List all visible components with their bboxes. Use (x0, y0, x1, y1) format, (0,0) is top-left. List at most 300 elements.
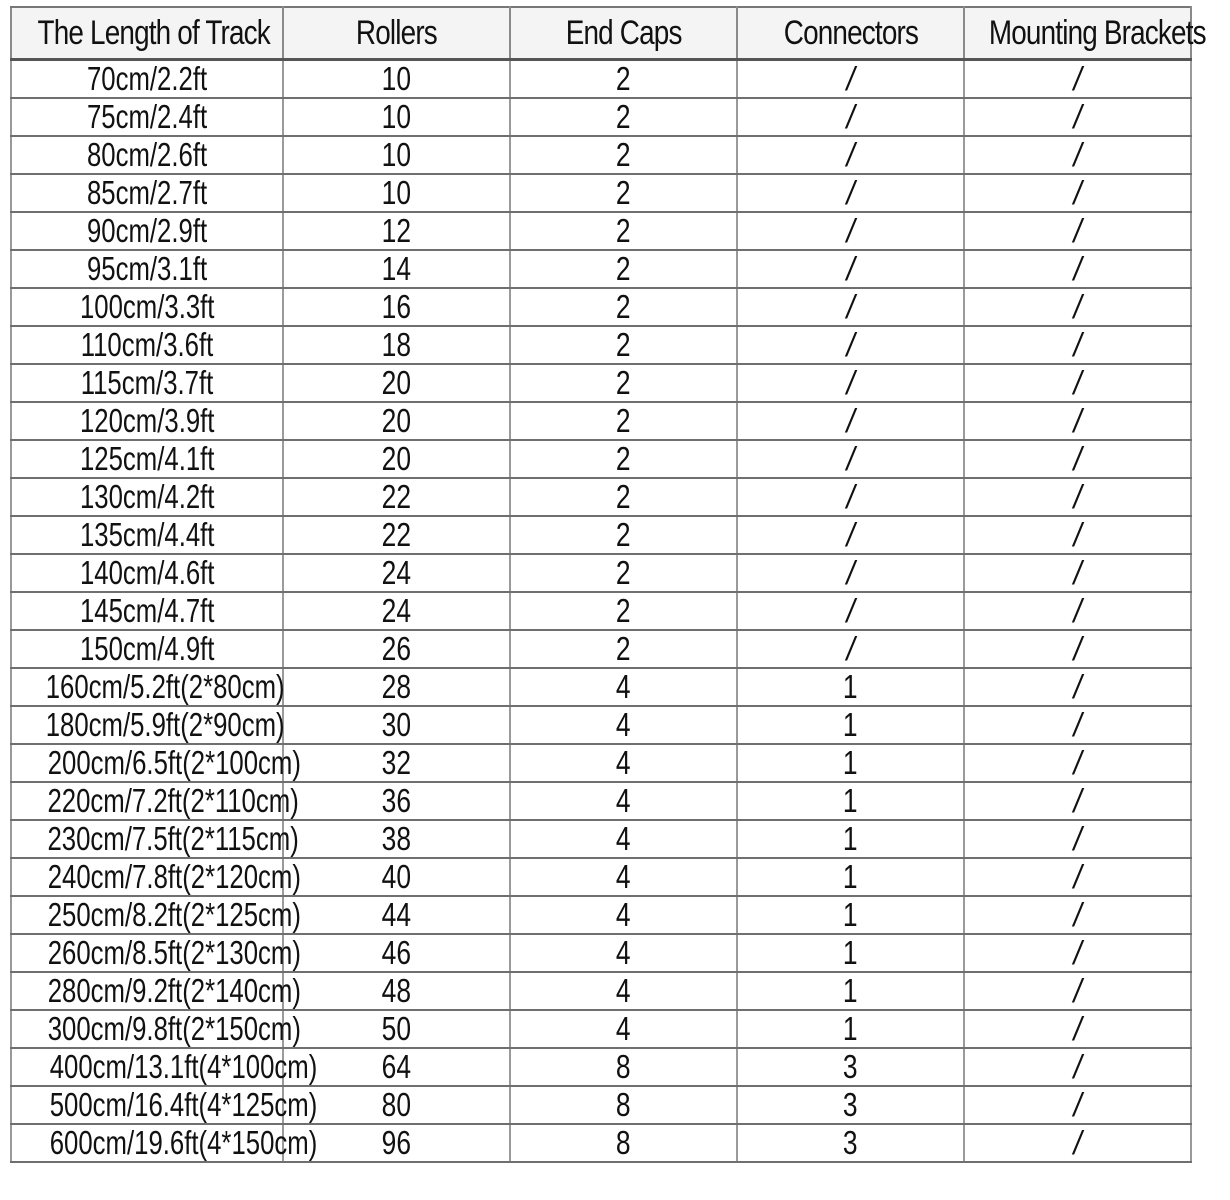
cell-mounting-brackets[interactable] (964, 782, 1191, 820)
cell-track-length-text: 400cm/13.1ft(4*100cm) (49, 1048, 318, 1085)
cell-rollers[interactable] (283, 706, 510, 744)
cell-end-caps[interactable] (510, 1124, 737, 1162)
table-row (11, 744, 1191, 782)
cell-connectors[interactable] (737, 516, 964, 554)
cell-rollers-text: 48 (381, 972, 412, 1009)
cell-end-caps-text: 4 (616, 820, 631, 857)
cell-connectors[interactable] (737, 440, 964, 478)
cell-end-caps[interactable] (510, 364, 737, 402)
cell-rollers-text: 14 (381, 250, 412, 287)
cell-mounting-brackets-text: / (1073, 630, 1082, 667)
cell-mounting-brackets-text: / (1073, 250, 1082, 287)
cell-connectors-text: 3 (843, 1124, 858, 1161)
cell-mounting-brackets-text: / (1073, 364, 1082, 401)
cell-mounting-brackets[interactable] (964, 820, 1191, 858)
cell-end-caps[interactable] (510, 1048, 737, 1086)
cell-track-length[interactable] (11, 516, 283, 554)
cell-mounting-brackets-text: / (1073, 820, 1082, 857)
cell-connectors[interactable] (737, 136, 964, 174)
cell-track-length-text: 140cm/4.6ft (79, 554, 215, 591)
cell-end-caps[interactable] (510, 592, 737, 630)
cell-end-caps[interactable] (510, 516, 737, 554)
cell-rollers-text: 20 (381, 402, 412, 439)
cell-end-caps-text: 2 (616, 212, 631, 249)
cell-rollers-text: 24 (381, 592, 412, 629)
cell-end-caps-text: 2 (616, 592, 631, 629)
table-row (11, 782, 1191, 820)
cell-end-caps[interactable] (510, 288, 737, 326)
cell-mounting-brackets[interactable] (964, 440, 1191, 478)
cell-rollers[interactable] (283, 820, 510, 858)
cell-rollers-text: 44 (381, 896, 412, 933)
table-row (11, 820, 1191, 858)
cell-rollers[interactable] (283, 668, 510, 706)
cell-mounting-brackets[interactable] (964, 630, 1191, 668)
cell-end-caps-text: 4 (616, 668, 631, 705)
cell-rollers[interactable] (283, 554, 510, 592)
cell-connectors[interactable] (737, 60, 964, 99)
cell-end-caps-text: 2 (616, 98, 631, 135)
cell-connectors-text: 3 (843, 1048, 858, 1085)
cell-connectors-text: 1 (843, 820, 858, 857)
cell-connectors[interactable] (737, 668, 964, 706)
cell-track-length-text: 90cm/2.9ft (86, 212, 208, 249)
table-row (11, 630, 1191, 668)
header-track-length[interactable]: The Length of Track (11, 7, 283, 60)
cell-connectors[interactable] (737, 934, 964, 972)
cell-rollers-text: 36 (381, 782, 412, 819)
cell-rollers-text: 50 (381, 1010, 412, 1047)
header-row (11, 7, 1191, 60)
cell-end-caps-text: 4 (616, 706, 631, 743)
cell-rollers[interactable] (283, 98, 510, 136)
cell-mounting-brackets[interactable] (964, 60, 1191, 99)
cell-track-length-text: 600cm/19.6ft(4*150cm) (49, 1124, 318, 1161)
cell-mounting-brackets[interactable] (964, 1086, 1191, 1124)
cell-end-caps[interactable] (510, 1086, 737, 1124)
cell-rollers[interactable] (283, 174, 510, 212)
cell-track-length[interactable] (11, 288, 283, 326)
cell-connectors-text: 1 (843, 706, 858, 743)
table-row (11, 668, 1191, 706)
cell-mounting-brackets-text: / (1073, 174, 1082, 211)
table-row (11, 858, 1191, 896)
cell-rollers[interactable] (283, 326, 510, 364)
cell-mounting-brackets[interactable] (964, 858, 1191, 896)
cell-track-length[interactable] (11, 1048, 318, 1086)
cell-connectors-text: 1 (843, 782, 858, 819)
cell-track-length-text: 115cm/3.7ft (80, 364, 214, 401)
cell-track-length[interactable] (11, 782, 299, 820)
cell-track-length[interactable] (11, 934, 301, 972)
cell-track-length[interactable] (11, 402, 283, 440)
cell-end-caps-text: 4 (616, 1010, 631, 1047)
cell-track-length[interactable] (11, 1124, 318, 1162)
table-row (11, 288, 1191, 326)
cell-track-length[interactable] (11, 858, 301, 896)
cell-rollers-text: 30 (381, 706, 412, 743)
cell-end-caps[interactable] (510, 212, 737, 250)
cell-end-caps-text: 4 (616, 858, 631, 895)
cell-connectors[interactable] (737, 630, 964, 668)
cell-track-length[interactable] (11, 592, 283, 630)
cell-connectors[interactable] (737, 858, 964, 896)
cell-end-caps-text: 2 (616, 554, 631, 591)
cell-connectors[interactable] (737, 820, 964, 858)
cell-rollers-text: 10 (381, 60, 412, 97)
cell-track-length[interactable] (11, 972, 301, 1010)
cell-rollers-text: 64 (381, 1048, 412, 1085)
cell-end-caps[interactable] (510, 174, 737, 212)
cell-track-length[interactable] (11, 136, 283, 174)
cell-rollers[interactable] (283, 782, 510, 820)
cell-track-length[interactable] (11, 744, 301, 782)
cell-track-length-text: 160cm/5.2ft(2*80cm) (45, 668, 285, 705)
header-mounting-brackets[interactable]: Mounting Brackets (964, 7, 1191, 60)
cell-connectors-text: / (846, 288, 855, 325)
cell-mounting-brackets-text: / (1073, 60, 1082, 97)
cell-track-length-text: 100cm/3.3ft (79, 288, 215, 325)
cell-mounting-brackets[interactable] (964, 972, 1191, 1010)
cell-end-caps[interactable] (510, 1010, 737, 1048)
cell-connectors-text: / (846, 554, 855, 591)
cell-rollers[interactable] (283, 744, 510, 782)
cell-track-length[interactable] (11, 364, 283, 402)
cell-rollers[interactable] (283, 440, 510, 478)
cell-rollers[interactable] (283, 136, 510, 174)
cell-mounting-brackets[interactable] (964, 706, 1191, 744)
table-row (11, 250, 1191, 288)
cell-end-caps-text: 4 (616, 934, 631, 971)
cell-track-length[interactable] (11, 1010, 301, 1048)
cell-rollers-text: 32 (381, 744, 412, 781)
cell-rollers[interactable] (283, 1010, 510, 1048)
table-body (11, 60, 1191, 1163)
cell-mounting-brackets-text: / (1073, 288, 1082, 325)
cell-mounting-brackets[interactable] (964, 478, 1191, 516)
cell-mounting-brackets[interactable] (964, 1010, 1191, 1048)
cell-connectors[interactable] (737, 782, 964, 820)
cell-mounting-brackets-text: / (1073, 782, 1082, 819)
cell-end-caps[interactable] (510, 934, 737, 972)
cell-mounting-brackets[interactable] (964, 288, 1191, 326)
cell-connectors[interactable] (737, 402, 964, 440)
cell-track-length-text: 200cm/6.5ft(2*100cm) (47, 744, 301, 781)
cell-end-caps-text: 8 (616, 1124, 631, 1161)
cell-mounting-brackets[interactable] (964, 592, 1191, 630)
cell-mounting-brackets-text: / (1073, 326, 1082, 363)
cell-rollers[interactable] (283, 250, 510, 288)
cell-track-length-text: 125cm/4.1ft (79, 440, 215, 477)
cell-connectors-text: / (846, 212, 855, 249)
cell-mounting-brackets[interactable] (964, 668, 1191, 706)
cell-end-caps-text: 2 (616, 516, 631, 553)
cell-mounting-brackets-text: / (1073, 136, 1082, 173)
cell-end-caps[interactable] (510, 820, 737, 858)
cell-connectors[interactable] (737, 98, 964, 136)
cell-end-caps-text: 2 (616, 326, 631, 363)
cell-rollers-text: 38 (381, 820, 412, 857)
cell-end-caps-text: 2 (616, 440, 631, 477)
cell-connectors[interactable] (737, 174, 964, 212)
cell-end-caps[interactable] (510, 478, 737, 516)
cell-mounting-brackets[interactable] (964, 896, 1191, 934)
cell-track-length[interactable] (11, 440, 283, 478)
cell-mounting-brackets[interactable] (964, 364, 1191, 402)
cell-mounting-brackets-text: / (1073, 706, 1082, 743)
cell-connectors-text: 1 (843, 1010, 858, 1047)
cell-track-length-text: 135cm/4.4ft (79, 516, 215, 553)
table-row (11, 1010, 1191, 1048)
cell-end-caps[interactable] (510, 782, 737, 820)
cell-rollers[interactable] (283, 630, 510, 668)
cell-rollers-text: 20 (381, 440, 412, 477)
cell-end-caps[interactable] (510, 440, 737, 478)
cell-end-caps[interactable] (510, 136, 737, 174)
cell-connectors[interactable] (737, 250, 964, 288)
cell-rollers-text: 40 (381, 858, 412, 895)
cell-mounting-brackets[interactable] (964, 516, 1191, 554)
cell-mounting-brackets[interactable] (964, 1048, 1191, 1086)
cell-mounting-brackets[interactable] (964, 934, 1191, 972)
cell-end-caps[interactable] (510, 896, 737, 934)
table-row (11, 592, 1191, 630)
table-row (11, 478, 1191, 516)
cell-rollers-text: 18 (381, 326, 412, 363)
cell-track-length[interactable] (11, 668, 283, 706)
cell-track-length[interactable] (11, 212, 283, 250)
cell-end-caps-text: 4 (616, 744, 631, 781)
cell-connectors[interactable] (737, 326, 964, 364)
cell-rollers[interactable] (283, 364, 510, 402)
cell-track-length-text: 70cm/2.2ft (86, 60, 208, 97)
cell-rollers-text: 22 (381, 516, 412, 553)
cell-connectors-text: / (846, 60, 855, 97)
cell-track-length[interactable] (11, 478, 283, 516)
cell-track-length[interactable] (11, 896, 301, 934)
cell-connectors-text: / (846, 402, 855, 439)
cell-connectors[interactable] (737, 744, 964, 782)
cell-rollers-text: 10 (381, 174, 412, 211)
cell-track-length-text: 250cm/8.2ft(2*125cm) (47, 896, 301, 933)
cell-connectors-text: / (846, 326, 855, 363)
cell-end-caps[interactable] (510, 402, 737, 440)
cell-connectors-text: / (846, 440, 855, 477)
cell-rollers[interactable] (283, 934, 510, 972)
cell-connectors[interactable] (737, 592, 964, 630)
cell-track-length[interactable] (11, 630, 283, 668)
cell-connectors-text: / (846, 250, 855, 287)
cell-connectors-text: / (846, 364, 855, 401)
cell-connectors[interactable] (737, 212, 964, 250)
header-connectors[interactable]: Connectors (737, 7, 964, 60)
cell-end-caps[interactable] (510, 668, 737, 706)
cell-connectors-text: 1 (843, 972, 858, 1009)
cell-rollers-text: 10 (381, 98, 412, 135)
cell-track-length[interactable] (11, 1086, 318, 1124)
table-row (11, 98, 1191, 136)
table-row (11, 440, 1191, 478)
cell-track-length-text: 85cm/2.7ft (86, 174, 208, 211)
cell-end-caps-text: 8 (616, 1048, 631, 1085)
cell-mounting-brackets-text: / (1073, 212, 1082, 249)
cell-rollers[interactable] (283, 858, 510, 896)
cell-rollers-text: 80 (381, 1086, 412, 1123)
cell-mounting-brackets-text: / (1073, 896, 1082, 933)
cell-mounting-brackets[interactable] (964, 744, 1191, 782)
header-rollers[interactable]: Rollers (283, 7, 510, 60)
cell-rollers[interactable] (283, 478, 510, 516)
cell-rollers-text: 12 (381, 212, 412, 249)
table-row (11, 60, 1191, 99)
cell-mounting-brackets[interactable] (964, 1124, 1191, 1162)
cell-connectors[interactable] (737, 554, 964, 592)
cell-rollers-text: 26 (381, 630, 412, 667)
cell-rollers[interactable] (283, 592, 510, 630)
cell-connectors[interactable] (737, 972, 964, 1010)
cell-rollers[interactable] (283, 60, 510, 99)
cell-end-caps[interactable] (510, 98, 737, 136)
cell-mounting-brackets[interactable] (964, 212, 1191, 250)
cell-connectors[interactable] (737, 478, 964, 516)
table-row (11, 326, 1191, 364)
cell-mounting-brackets[interactable] (964, 136, 1191, 174)
table-row (11, 554, 1191, 592)
table-row (11, 516, 1191, 554)
cell-end-caps[interactable] (510, 250, 737, 288)
cell-end-caps[interactable] (510, 706, 737, 744)
cell-track-length[interactable] (11, 174, 283, 212)
cell-connectors[interactable] (737, 896, 964, 934)
cell-mounting-brackets[interactable] (964, 402, 1191, 440)
cell-end-caps-text: 2 (616, 136, 631, 173)
cell-track-length[interactable] (11, 60, 283, 99)
cell-track-length[interactable] (11, 98, 283, 136)
cell-end-caps-text: 4 (616, 896, 631, 933)
cell-connectors-text: 1 (843, 934, 858, 971)
cell-track-length-text: 80cm/2.6ft (86, 136, 208, 173)
cell-track-length-text: 150cm/4.9ft (79, 630, 215, 667)
cell-mounting-brackets-text: / (1073, 668, 1082, 705)
cell-rollers-text: 46 (381, 934, 412, 971)
cell-rollers-text: 24 (381, 554, 412, 591)
cell-mounting-brackets-text: / (1073, 744, 1082, 781)
cell-track-length-text: 240cm/7.8ft(2*120cm) (47, 858, 301, 895)
cell-track-length-text: 300cm/9.8ft(2*150cm) (47, 1010, 301, 1047)
cell-mounting-brackets[interactable] (964, 98, 1191, 136)
cell-mounting-brackets-text: / (1073, 934, 1082, 971)
cell-track-length-text: 180cm/5.9ft(2*90cm) (45, 706, 285, 743)
cell-rollers[interactable] (283, 402, 510, 440)
table-row (11, 136, 1191, 174)
cell-end-caps[interactable] (510, 326, 737, 364)
cell-mounting-brackets[interactable] (964, 326, 1191, 364)
cell-mounting-brackets-text: / (1073, 1048, 1082, 1085)
cell-connectors[interactable] (737, 364, 964, 402)
cell-end-caps[interactable] (510, 858, 737, 896)
cell-mounting-brackets-text: / (1073, 1086, 1082, 1123)
table-row (11, 1124, 1191, 1162)
cell-connectors[interactable] (737, 1086, 964, 1124)
cell-mounting-brackets-text: / (1073, 1124, 1082, 1161)
cell-rollers[interactable] (283, 896, 510, 934)
cell-end-caps[interactable] (510, 554, 737, 592)
cell-mounting-brackets-text: / (1073, 554, 1082, 591)
cell-connectors-text: 1 (843, 896, 858, 933)
cell-mounting-brackets-text: / (1073, 972, 1082, 1009)
spreadsheet-area (10, 6, 1206, 1200)
cell-connectors-text: / (846, 174, 855, 211)
table-row (11, 364, 1191, 402)
cell-track-length-text: 260cm/8.5ft(2*130cm) (47, 934, 301, 971)
cell-connectors[interactable] (737, 288, 964, 326)
cell-track-length-text: 110cm/3.6ft (80, 326, 214, 363)
cell-end-caps-text: 8 (616, 1086, 631, 1123)
cell-end-caps-text: 2 (616, 364, 631, 401)
cell-track-length[interactable] (11, 820, 299, 858)
cell-connectors-text: 1 (843, 858, 858, 895)
cell-rollers[interactable] (283, 212, 510, 250)
cell-end-caps[interactable] (510, 972, 737, 1010)
cell-track-length[interactable] (11, 554, 283, 592)
cell-end-caps[interactable] (510, 630, 737, 668)
cell-track-length-text: 130cm/4.2ft (79, 478, 215, 515)
cell-track-length-text: 500cm/16.4ft(4*125cm) (49, 1086, 318, 1123)
cell-rollers-text: 10 (381, 136, 412, 173)
cell-mounting-brackets-text: / (1073, 478, 1082, 515)
cell-mounting-brackets-text: / (1073, 440, 1082, 477)
cell-rollers[interactable] (283, 288, 510, 326)
table-row (11, 934, 1191, 972)
cell-connectors[interactable] (737, 1048, 964, 1086)
cell-track-length[interactable] (11, 706, 283, 744)
track-spec-table (10, 6, 1206, 1163)
cell-connectors[interactable] (737, 706, 964, 744)
cell-rollers-text: 96 (381, 1124, 412, 1161)
cell-track-length-text: 230cm/7.5ft(2*115cm) (47, 820, 299, 857)
cell-track-length[interactable] (11, 326, 283, 364)
cell-connectors-text: / (846, 516, 855, 553)
cell-mounting-brackets[interactable] (964, 554, 1191, 592)
cell-end-caps[interactable] (510, 744, 737, 782)
cell-connectors-text: / (846, 136, 855, 173)
cell-track-length[interactable] (11, 250, 283, 288)
cell-track-length-text: 145cm/4.7ft (79, 592, 215, 629)
cell-track-length-text: 95cm/3.1ft (86, 250, 208, 287)
cell-end-caps-text: 2 (616, 478, 631, 515)
cell-connectors-text: / (846, 98, 855, 135)
cell-end-caps-text: 2 (616, 60, 631, 97)
cell-connectors[interactable] (737, 1010, 964, 1048)
cell-mounting-brackets-text: / (1073, 858, 1082, 895)
cell-rollers[interactable] (283, 972, 510, 1010)
cell-track-length-text: 280cm/9.2ft(2*140cm) (47, 972, 301, 1009)
cell-end-caps[interactable] (510, 60, 737, 99)
cell-connectors-text: 1 (843, 744, 858, 781)
table-row (11, 972, 1191, 1010)
header-end-caps[interactable]: End Caps (510, 7, 737, 60)
cell-mounting-brackets-text: / (1073, 516, 1082, 553)
cell-end-caps-text: 4 (616, 972, 631, 1009)
cell-connectors[interactable] (737, 1124, 964, 1162)
cell-mounting-brackets[interactable] (964, 174, 1191, 212)
cell-mounting-brackets[interactable] (964, 250, 1191, 288)
table-row (11, 1048, 1191, 1086)
cell-mounting-brackets-text: / (1073, 402, 1082, 439)
cell-connectors-text: / (846, 630, 855, 667)
cell-rollers[interactable] (283, 516, 510, 554)
table-row (11, 402, 1191, 440)
